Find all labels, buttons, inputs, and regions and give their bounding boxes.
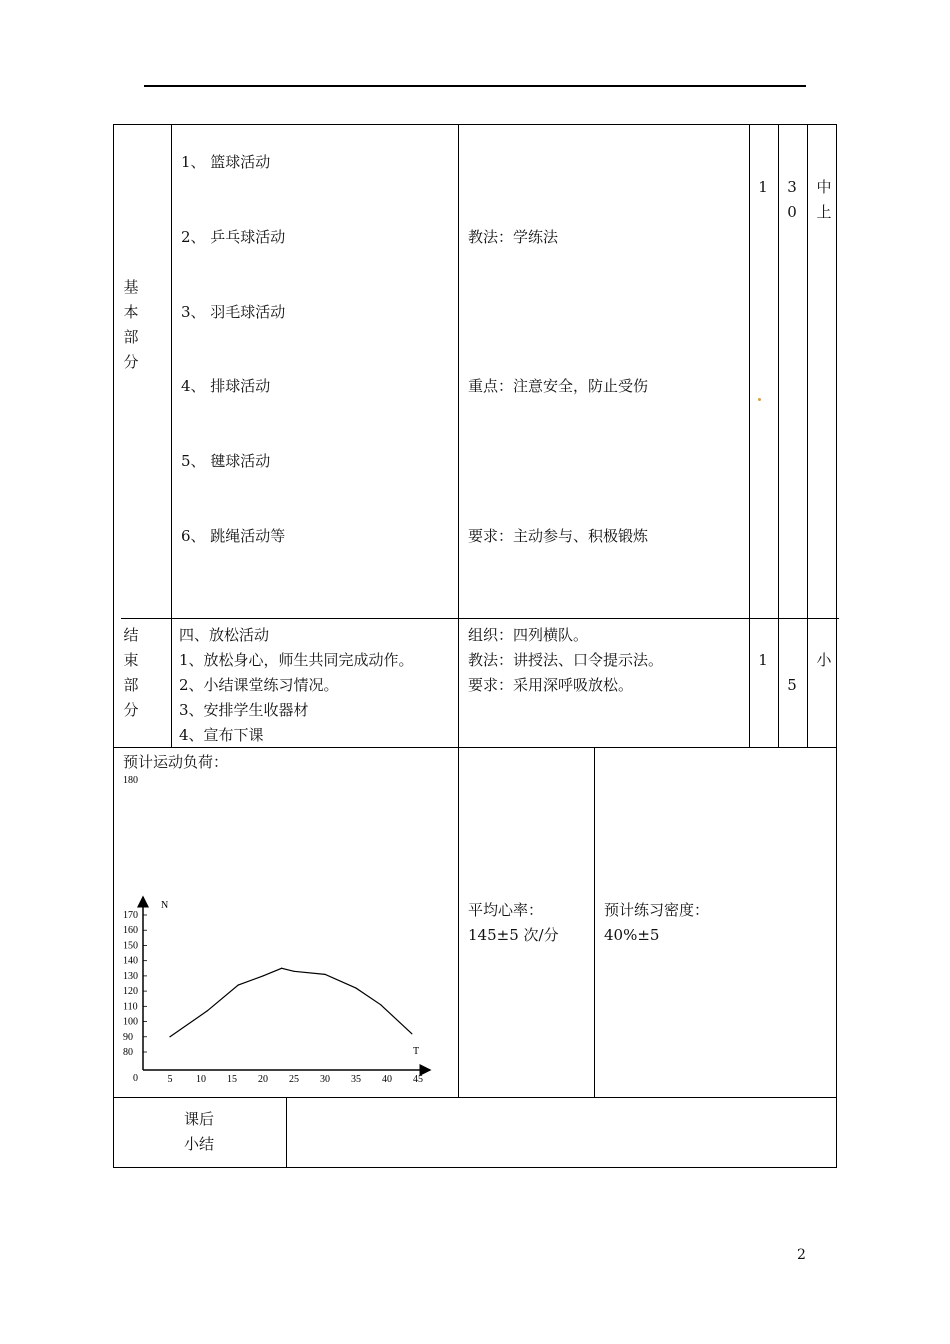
basic-time-digit: 3 [787, 178, 797, 196]
data-point [262, 975, 263, 976]
x-tick-label: 15 [227, 1074, 237, 1085]
list-item: 2、 乒乓球活动 [181, 228, 286, 246]
chart-top-label: 180 [123, 775, 138, 786]
y-tick-label: 160 [123, 925, 138, 937]
density-label: 预计练习密度： [604, 901, 710, 919]
load-title: 预计运动负荷： [123, 753, 229, 771]
list-item: 2、小结课堂练习情况。 [179, 676, 339, 694]
list-item: 3、 羽毛球活动 [181, 303, 286, 321]
x-tick-label: 40 [382, 1074, 392, 1085]
list-item: 四、放松活动 [179, 626, 270, 644]
basic-time-digit: 0 [787, 203, 797, 221]
list-item: 4、 排球活动 [181, 377, 271, 395]
page-number: 2 [797, 1247, 806, 1263]
x-tick-label: 45 [413, 1074, 423, 1085]
x-axis-label: T [413, 1046, 420, 1057]
summary-content[interactable] [287, 1098, 835, 1166]
y-tick-label: 110 [123, 1001, 138, 1013]
density-value: 40%±5 [604, 926, 660, 944]
x-tick-label: 25 [289, 1074, 299, 1085]
y-axis-label: N [161, 900, 169, 911]
y-tick-label: 120 [123, 986, 138, 998]
origin-label: 0 [133, 1073, 138, 1084]
y-tick-label: 140 [123, 955, 138, 967]
y-tick-label: 150 [123, 940, 138, 952]
y-tick-label: 80 [123, 1047, 133, 1058]
x-tick-label: 35 [351, 1074, 361, 1085]
basic-requirement: 要求：主动参与、积极锻炼 [468, 527, 649, 545]
load-curve [170, 968, 412, 1037]
list-item: 4、宣布下课 [179, 726, 264, 744]
ending-intensity: 小 [816, 651, 832, 669]
data-point [355, 987, 356, 988]
data-point [169, 1036, 170, 1037]
list-item: 3、安排学生收器材 [179, 701, 309, 719]
basic-intensity-char: 中 [816, 178, 832, 196]
basic-focus: 重点：注意安全，防止受伤 [468, 377, 649, 395]
y-tick-label: 130 [123, 970, 138, 982]
list-item: 1、放松身心，师生共同完成动作。 [179, 651, 414, 669]
data-point [411, 1033, 412, 1034]
x-tick-label: 5 [167, 1074, 173, 1085]
data-point [293, 971, 294, 972]
x-tick-label: 20 [258, 1074, 268, 1085]
basic-method: 教法：学练法 [468, 228, 559, 246]
list-item: 5、 毽球活动 [181, 452, 271, 470]
basic-count: 1 [758, 178, 768, 196]
y-tick-label: 170 [123, 910, 138, 921]
data-point [380, 1004, 381, 1005]
x-tick-label: 10 [196, 1074, 206, 1085]
basic-intensity-char: 上 [816, 203, 832, 221]
data-point [238, 984, 239, 985]
list-item: 1、 篮球活动 [181, 153, 271, 171]
x-tick-label: 30 [320, 1074, 330, 1085]
y-tick-label: 100 [123, 1016, 138, 1028]
data-point [207, 1010, 208, 1011]
list-item: 6、 跳绳活动等 [181, 527, 286, 545]
ending-count: 1 [758, 651, 768, 669]
data-point [281, 968, 282, 969]
y-tick-label: 90 [123, 1031, 133, 1043]
heart-rate-label: 平均心率： [468, 901, 544, 919]
data-point [324, 974, 325, 975]
ending-time: 5 [787, 676, 797, 694]
heart-rate-value: 145±5 次/分 [468, 926, 559, 944]
